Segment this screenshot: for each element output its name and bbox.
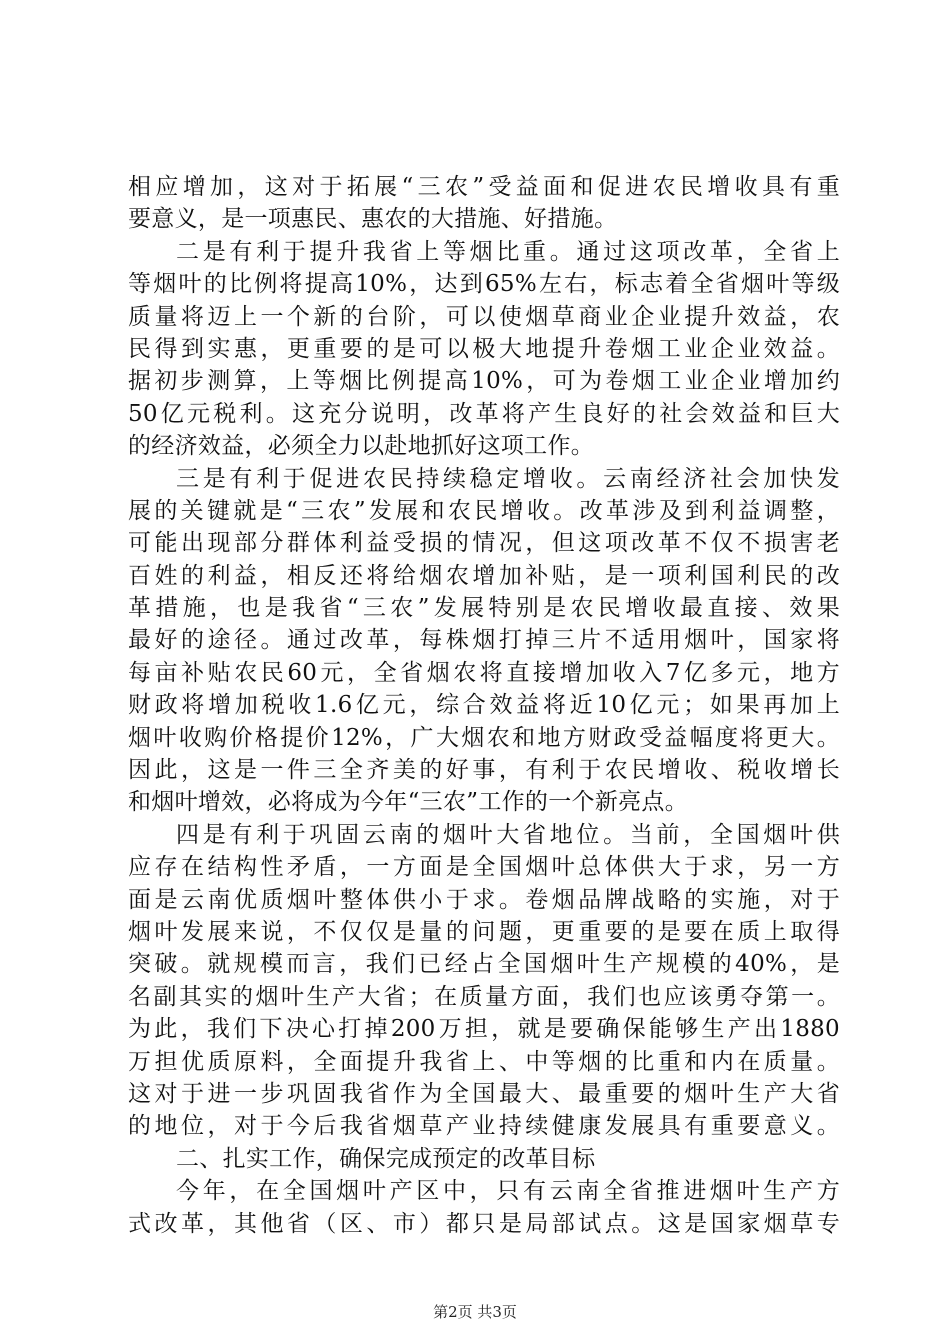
text-line: 据初步测算，上等烟比例提高10%，可为卷烟工业企业增加约 [128,368,840,395]
text-line: 突破。就规模而言，我们已经占全国烟叶生产规模的40%，是 [128,951,840,978]
text-line: 等烟叶的比例将提高10%，达到65%左右，标志着全省烟叶等级 [128,271,840,298]
text-line: 三是有利于促进农民持续稳定增收。云南经济社会加快发 [176,465,840,492]
text-line: 应存在结构性矛盾，一方面是全国烟叶总体供大于求，另一方 [128,854,840,881]
document-body [128,171,840,1240]
text-line: 名副其实的烟叶生产大省；在质量方面，我们也应该勇夺第一。 [128,983,840,1010]
text-line: 的经济效益，必须全力以赴地抓好这项工作。 [128,433,594,460]
text-line: 每亩补贴农民60元，全省烟农将直接增加收入7亿多元，地方 [128,659,840,686]
text-line: 式改革，其他省（区、市）都只是局部试点。这是国家烟草专 [128,1210,840,1237]
text-line: 面是云南优质烟叶整体供小于求。卷烟品牌战略的实施，对于 [128,886,840,913]
text-line: 这对于进一步巩固我省作为全国最大、最重要的烟叶生产大省 [128,1080,840,1107]
text-line: 民得到实惠，更重要的是可以极大地提升卷烟工业企业效益。 [128,335,840,362]
page-footer: 第2页 共3页 [433,1303,517,1321]
text-line: 50亿元税利。这充分说明，改革将产生良好的社会效益和巨大 [128,400,840,427]
text-line: 四是有利于巩固云南的烟叶大省地位。当前，全国烟叶供 [176,821,840,848]
text-line: 为此，我们下决心打掉200万担，就是要确保能够生产出1880 [128,1016,840,1043]
text-line: 二是有利于提升我省上等烟比重。通过这项改革，全省上 [176,238,840,265]
text-line: 要意义，是一项惠民、惠农的大措施、好措施。 [128,206,618,233]
text-line: 今年，在全国烟叶产区中，只有云南全省推进烟叶生产方 [176,1178,840,1205]
text-line: 可能出现部分群体利益受损的情况，但这项改革不仅不损害老 [128,530,840,557]
text-line: 二、扎实工作，确保完成预定的改革目标 [176,1145,596,1172]
text-line: 因此，这是一件三全齐美的好事，有利于农民增收、税收增长 [128,757,840,784]
text-line: 革措施，也是我省“三农”发展特别是农民增收最直接、效果 [128,595,840,622]
text-line: 万担优质原料，全面提升我省上、中等烟的比重和内在质量。 [128,1048,840,1075]
text-line: 的地位，对于今后我省烟草产业持续健康发展具有重要意义。 [128,1113,840,1140]
text-line: 质量将迈上一个新的台阶，可以使烟草商业企业提升效益，农 [128,303,840,330]
text-line: 展的关键就是“三农”发展和农民增收。改革涉及到利益调整， [128,497,840,524]
text-line: 财政将增加税收1.6亿元，综合效益将近10亿元；如果再加上 [128,692,840,719]
text-line: 和烟叶增效，必将成为今年“三农”工作的一个新亮点。 [128,789,689,816]
text-line: 百姓的利益，相反还将给烟农增加补贴，是一项利国利民的改 [128,562,840,589]
text-line: 烟叶发展来说，不仅仅是量的问题，更重要的是要在质上取得 [128,918,840,945]
text-line: 烟叶收购价格提价12%，广大烟农和地方财政受益幅度将更大。 [128,724,840,751]
text-line: 最好的途径。通过改革，每株烟打掉三片不适用烟叶，国家将 [128,627,840,654]
text-line: 相应增加，这对于拓展“三农”受益面和促进农民增收具有重 [128,174,840,200]
